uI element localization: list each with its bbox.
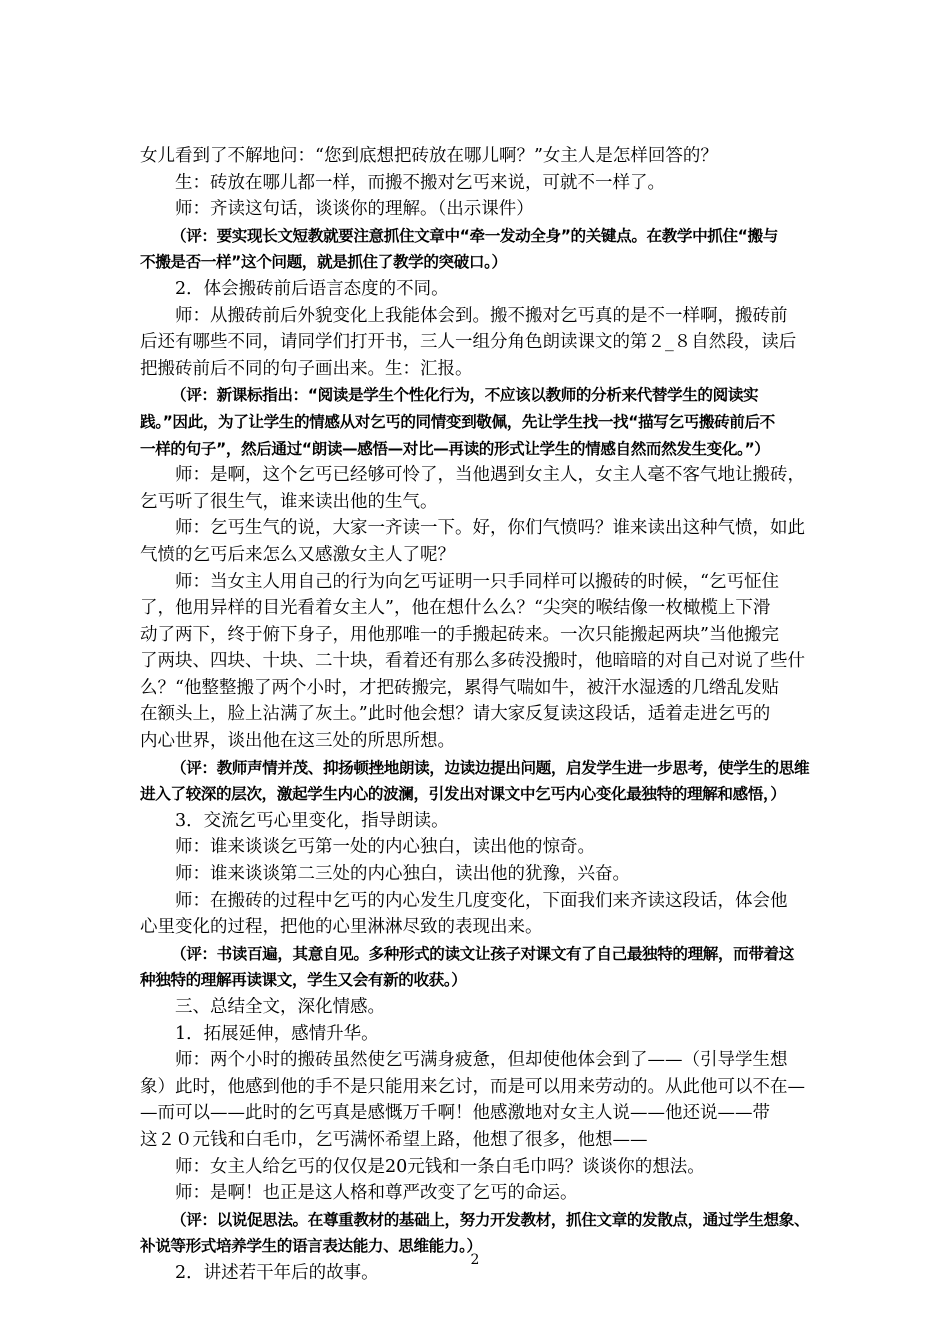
body-text-line: 乞丐听了很生气，谁来读出他的生气。 <box>140 491 438 512</box>
body-text-line: 动了两下，终于俯下身子，用他那唯一的手搬起砖来。一次只能搬起两块”当他搬完 <box>140 624 779 645</box>
body-text-line: 三、总结全文，深化情感。 <box>175 997 385 1017</box>
body-text-line: 师：从搬砖前后外貌变化上我能体会到。搬不搬对乞丐真的是不一样啊，搬砖前 <box>175 305 788 326</box>
body-text-line: 师：乞丐生气的说，大家一齐读一下。好，你们气愤吗？谁来读出这种气愤，如此 <box>175 518 805 539</box>
review-comment-line: 进入了较深的层次，激起学生内心的波澜，引发出对课文中乞丐内心变化最独特的理解和感悟，） <box>140 785 786 804</box>
document-body <box>140 143 834 1287</box>
review-comment-line: 种独特的理解再读课文，学生又会有新的收获。） <box>140 971 467 990</box>
body-text-line: 2．讲述若干年后的故事。 <box>175 1262 379 1283</box>
body-text-line: 师：是啊！也正是这人格和尊严改变了乞丐的命运。 <box>175 1183 578 1204</box>
review-comment-line: 不搬是否一样”这个问题，就是抓住了教学的突破口。） <box>140 253 507 272</box>
body-text-line: 后还有哪些不同，请同学们打开书，三人一组分角色朗读课文的第２_８自然段，读后 <box>140 332 797 353</box>
body-text-line: 气愤的乞丐后来怎么又感激女主人了呢？ <box>140 544 455 565</box>
body-text-line: 生：砖放在哪儿都一样，而搬不搬对乞丐来说，可就不一样了。 <box>175 172 665 193</box>
body-text-line: 1．拓展延伸，感情升华。 <box>175 1023 379 1044</box>
body-text-line: 女儿看到了不解地问：“您到底想把砖放在哪儿啊？”女主人是怎样回答的？ <box>140 146 718 166</box>
body-text-line: 了，他用异样的目光看着女主人”，他在想什么么？“尖突的喉结像一枚橄榄上下滑 <box>140 598 771 619</box>
body-text-line: 心里变化的过程，把他的心里淋淋尽致的表现出来。 <box>140 917 543 938</box>
review-comment-line: （评：新课标指出：“阅读是学生个性化行为，不应该以教师的分析来代替学生的阅读实 <box>171 386 759 405</box>
body-text-line: —而可以——此时的乞丐真是感慨万千啊！他感激地对女主人说——他还说——带 <box>140 1103 770 1124</box>
body-text-line: 2．体会搬砖前后语言态度的不同。 <box>175 278 449 299</box>
body-text-line: 内心世界，谈出他在这三处的所思所想。 <box>140 731 455 752</box>
review-comment-line: （评：要实现长文短教就要注意抓住文章中“牵一发动全身”的关键点。在教学中抓住“搬与 <box>171 226 778 245</box>
body-text-line: 在额头上，脸上沾满了灰土。”此时他会想？请大家反复读这段话，适着走进乞丐的 <box>140 704 771 725</box>
body-text-line: 师：谁来谈谈第二三处的内心独白，读出他的犹豫，兴奋。 <box>175 864 630 885</box>
body-text-line: 了两块、四块、十块、二十块，看着还有那么多砖没搬时，他暗暗的对自己对说了些什 <box>140 651 805 672</box>
review-comment-line: （评：以说促思法。在尊重教材的基础上，努力开发教材，抓住文章的发散点，通过学生想象、 <box>171 1210 810 1229</box>
review-comment-line: （评：教师声情并茂、抑扬顿挫地朗读，边读边提出问题，启发学生进一步思考，使学生的思维 <box>171 758 810 777</box>
review-comment-line: 一样的句子”，然后通过“朗读—感悟—对比—再读的形式让学生的情感自然而然发生变化。”） <box>140 439 770 458</box>
body-text-line: 象）此时，他感到他的手不是只能用来乞讨，而是可以用来劳动的。从此他可以不在— <box>140 1076 805 1097</box>
body-text-line: 师：两个小时的搬砖虽然使乞丐满身疲惫，但却使他体会到了——（引导学生想 <box>175 1050 788 1071</box>
body-text-line: 3．交流乞丐心里变化，指导朗读。 <box>175 810 449 831</box>
body-text-line: 师：谁来谈谈乞丐第一处的内心独白，读出他的惊奇。 <box>175 837 595 858</box>
body-text-line: 师：是啊，这个乞丐已经够可怜了，当他遇到女主人，女主人毫不客气地让搬砖， <box>175 465 805 486</box>
body-text-line: 师：当女主人用自己的行为向乞丐证明一只手同样可以搬砖的时候，“乞丐怔住 <box>175 571 779 592</box>
body-text-line: 这２０元钱和白毛巾，乞丐满怀希望上路，他想了很多，他想—— <box>140 1129 648 1150</box>
review-comment-line: 补说等形式培养学生的语言表达能力、思维能力。） <box>140 1237 482 1256</box>
body-text-line: 师：在搬砖的过程中乞丐的内心发生几度变化，下面我们来齐读这段话，体会他 <box>175 890 788 911</box>
review-comment-line: 践。”因此，为了让学生的情感从对乞丐的同情变到敬佩，先让学生找一找“描写乞丐搬砖前后不 <box>140 412 775 431</box>
page-number: 2 <box>470 1252 480 1268</box>
body-text-line: 师：齐读这句话，谈谈你的理解。（出示课件） <box>175 199 534 220</box>
body-text-line: 么？“他整整搬了两个小时，才把砖搬完，累得气喘如牛，被汗水湿透的几绺乱发贴 <box>140 677 779 698</box>
body-text-line: 把搬砖前后不同的句子画出来。生：汇报。 <box>140 358 473 379</box>
review-comment-line: （评：书读百遍，其意自见。多种形式的读文让孩子对课文有了自己最独特的理解，而带着这 <box>171 944 794 963</box>
body-text-line: 师：女主人给乞丐的仅仅是20元钱和一条白毛巾吗？谈谈你的想法。 <box>175 1156 705 1177</box>
